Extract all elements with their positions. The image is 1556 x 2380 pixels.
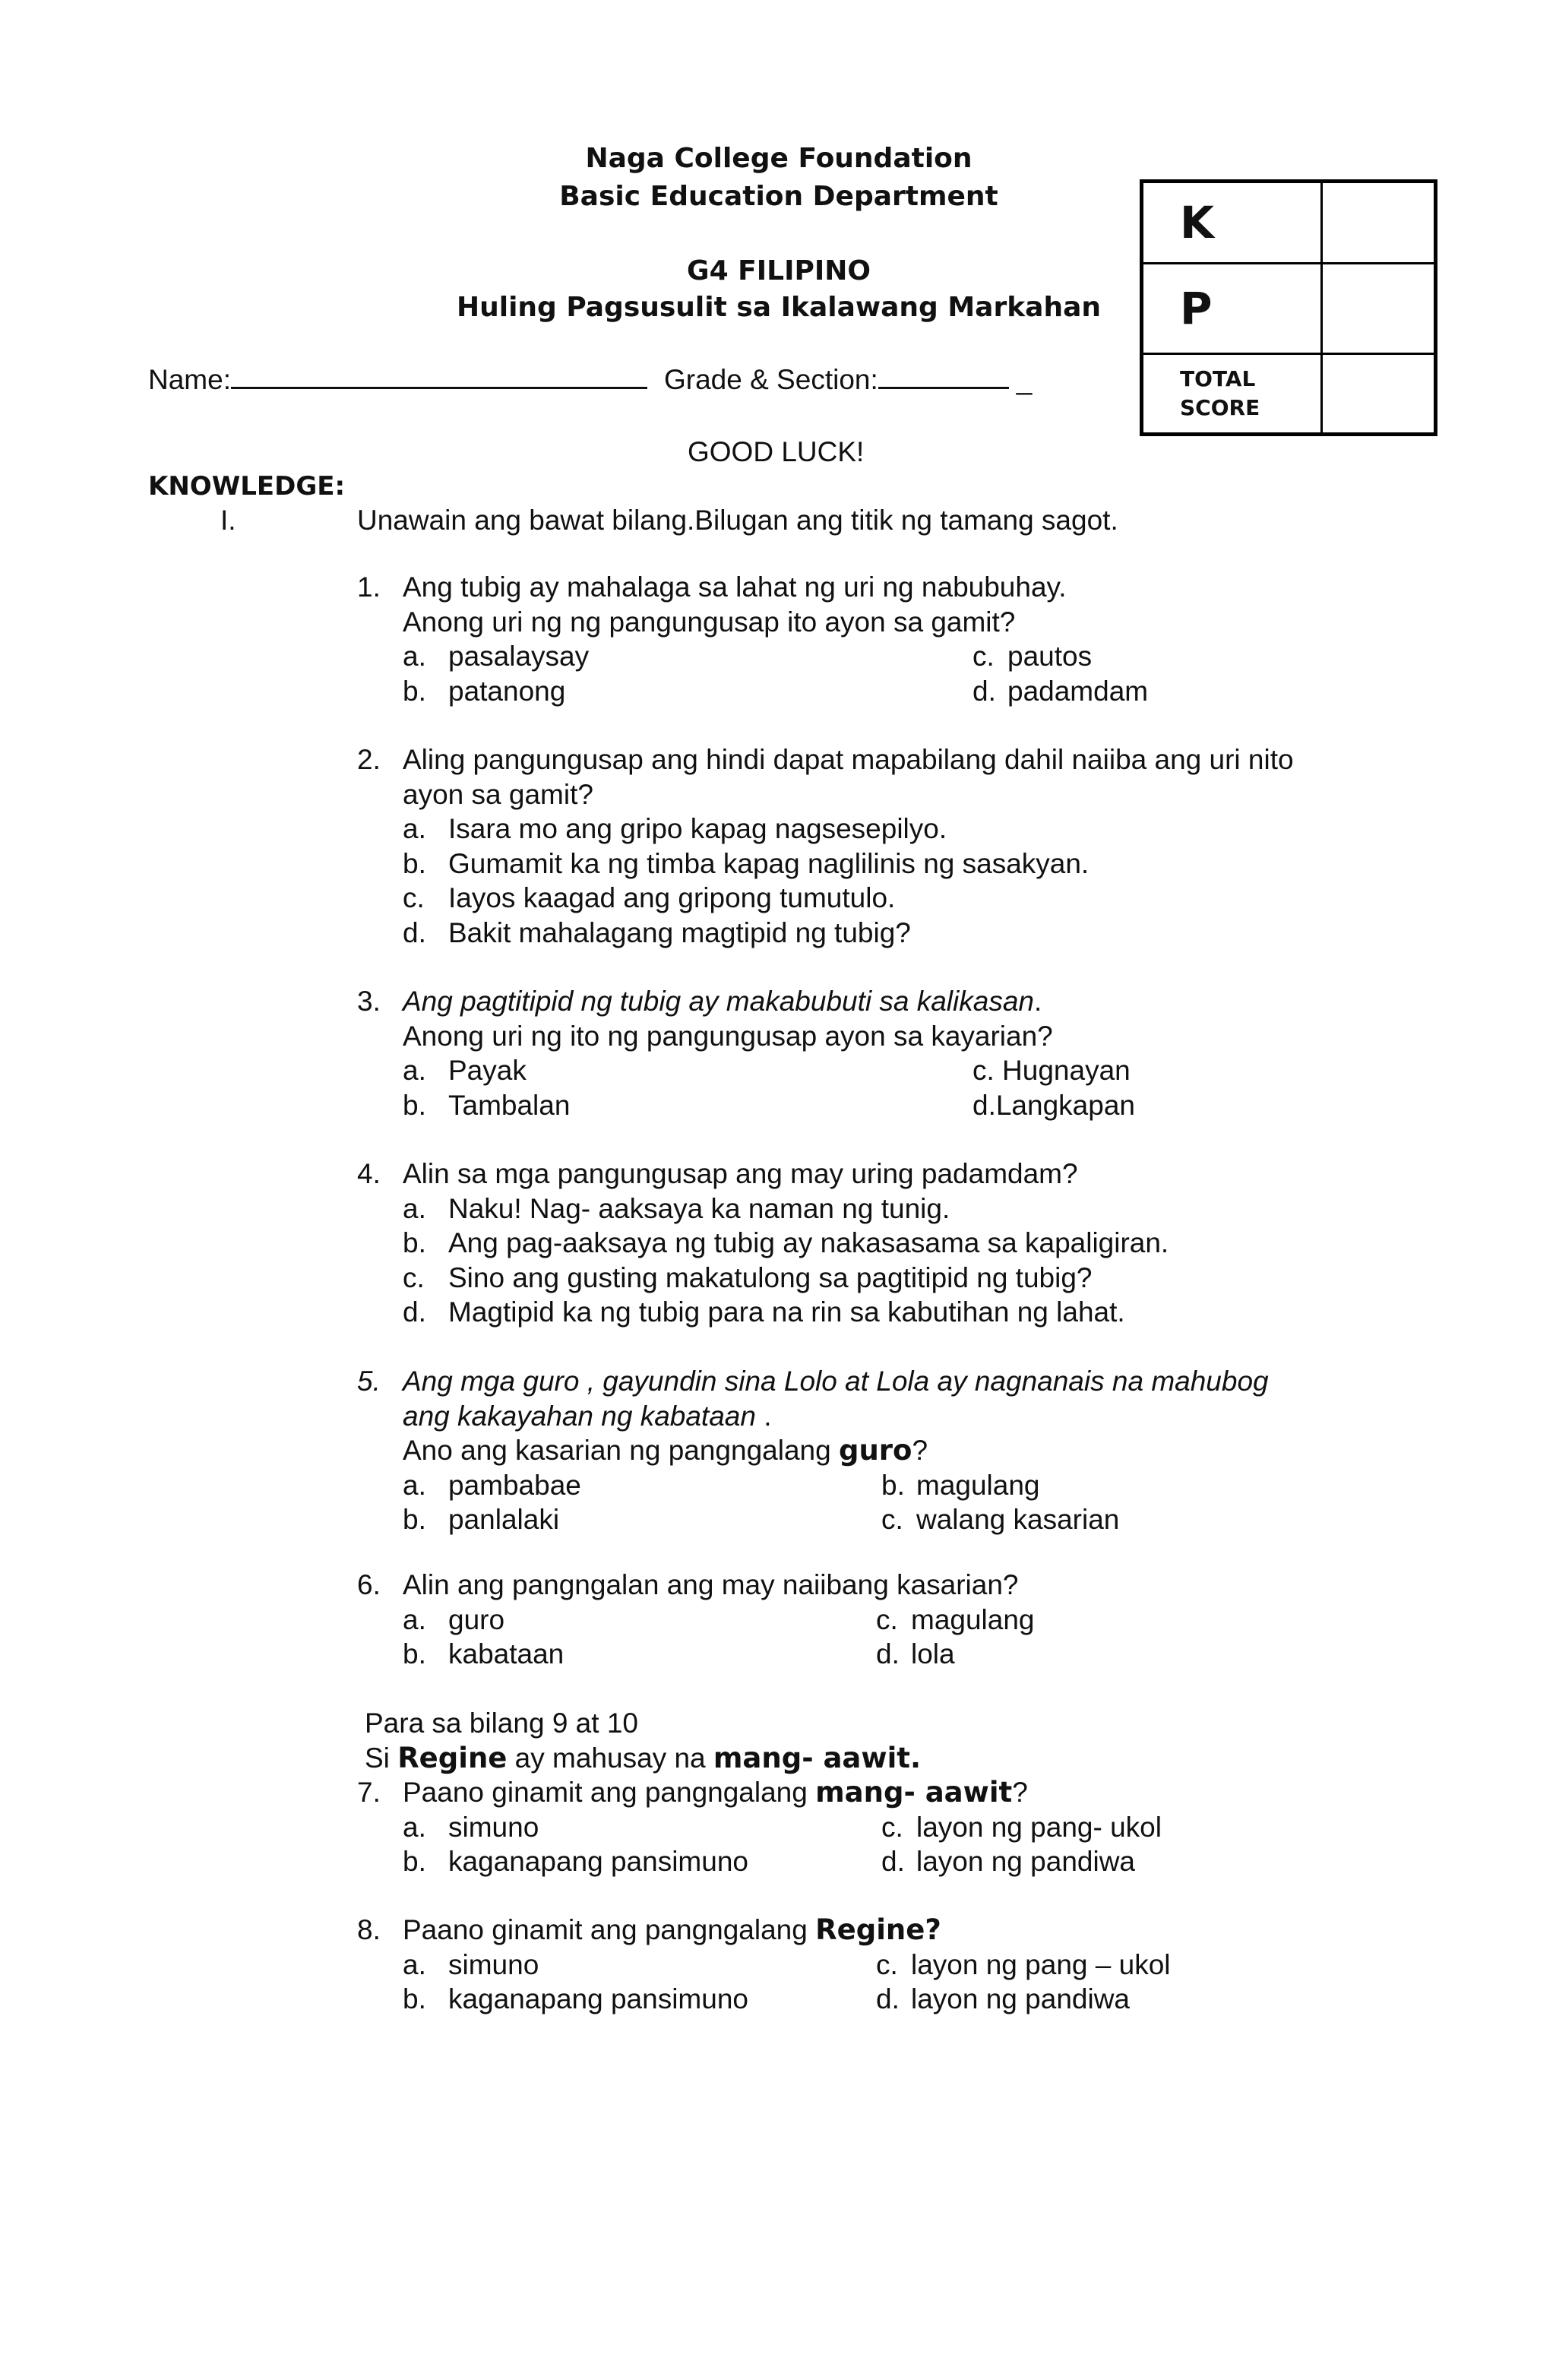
option-letter: a. [403, 1811, 426, 1843]
question-number: 1. [357, 571, 381, 603]
option-letter: c. [881, 1811, 903, 1843]
question-text-end: . [755, 1400, 772, 1432]
keyword-regine: Regine [397, 1741, 508, 1774]
score-row-k [1142, 182, 1436, 264]
option-letter: b. [403, 847, 426, 879]
option-letter: b. [881, 1469, 905, 1501]
total-label-line1: TOTAL [1180, 366, 1256, 392]
option-d[interactable]: lola [911, 1638, 955, 1669]
option-letter: d. [403, 1296, 426, 1328]
question-text: Paano ginamit ang pangngalang [403, 1777, 816, 1808]
option-b[interactable]: kaganapang pansimuno [448, 1846, 748, 1877]
option-letter: a. [403, 1055, 426, 1086]
grade-section-field[interactable] [878, 364, 1009, 389]
grade-section-suffix: _ [1016, 364, 1033, 395]
option-d[interactable]: d.Langkapan [972, 1089, 1135, 1121]
option-letter: b. [403, 1227, 426, 1258]
question-text: Paano ginamit ang pangngalang [403, 1914, 816, 1945]
option-a[interactable]: pambabae [448, 1469, 581, 1501]
option-letter: b. [403, 1846, 426, 1877]
option-letter: c. [972, 641, 995, 672]
option-c[interactable]: pautos [1007, 641, 1093, 672]
score-table [1140, 179, 1437, 436]
option-letter: c. [876, 1603, 898, 1635]
option-letter: b. [403, 1089, 426, 1121]
option-a[interactable]: simuno [448, 1948, 539, 1980]
option-b[interactable]: Gumamit ka ng timba kapag naglilinis ng sasakyan. [448, 847, 1090, 879]
question-2 [357, 742, 1436, 950]
keyword-mang-aawit: mang- aawit [815, 1776, 1013, 1809]
option-a[interactable]: guro [448, 1603, 505, 1635]
option-letter: d. [972, 675, 996, 707]
keyword-mang-aawit: mang- aawit. [713, 1741, 922, 1774]
section-title: KNOWLEDGE: [148, 471, 346, 502]
question-text: Ang mga guro , gayundin sina Lolo at Lola ay nagnanais na mahubog [403, 1366, 1269, 1397]
passage-text: Si [365, 1742, 398, 1774]
question-1 [357, 570, 1436, 708]
option-letter: a. [403, 641, 426, 672]
question-number: 2. [357, 744, 381, 775]
option-c[interactable]: magulang [911, 1603, 1035, 1635]
question-text: Anong uri ng ito ng pangungusap ayon sa kayarian? [403, 1020, 1053, 1052]
option-letter: c. [881, 1504, 903, 1535]
option-b[interactable]: panlalaki [448, 1504, 560, 1535]
option-b[interactable]: Ang pag-aaksaya ng tubig ay nakasasama sa kapaligiran. [448, 1227, 1169, 1258]
option-letter: a. [403, 1948, 426, 1980]
question-number: 7. [357, 1777, 381, 1808]
option-c[interactable]: Iayos kaagad ang gripong tumutulo. [448, 882, 896, 913]
question-text: Alin ang pangngalan ang may naiibang kasarian? [403, 1569, 1019, 1600]
question-number: 5. [357, 1366, 381, 1397]
option-letter: c. [403, 882, 425, 913]
score-cell-k[interactable] [1322, 182, 1436, 264]
option-letter: c. [403, 1261, 425, 1293]
option-b[interactable]: patanong [448, 675, 566, 707]
option-letter: b. [403, 1504, 426, 1535]
question-text: Ang tubig ay mahalaga sa lahat ng uri ng nabubuhay. [403, 571, 1067, 603]
question-8 [357, 1913, 1436, 2017]
score-label-k: K [1142, 182, 1322, 264]
question-text: Ano ang kasarian ng pangngalang [403, 1435, 839, 1466]
option-d[interactable]: Magtipid ka ng tubig para na rin sa kabutihan ng lahat. [448, 1296, 1125, 1328]
score-label-p: P [1142, 263, 1322, 354]
score-row-total [1142, 354, 1436, 435]
option-letter: d. [403, 916, 426, 948]
option-letter: d. [876, 1638, 900, 1669]
section-roman-number: I. [220, 505, 236, 536]
option-b-right[interactable]: magulang [916, 1469, 1040, 1501]
question-text: Ang pagtitipid ng tubig ay makabubuti sa kalikasan [403, 986, 1034, 1017]
option-c[interactable]: layon ng pang – ukol [911, 1948, 1171, 1980]
passage-text: ay mahusay na [507, 1742, 713, 1774]
name-field[interactable] [231, 364, 647, 389]
option-letter: a. [403, 813, 426, 844]
keyword-guro: guro [838, 1434, 912, 1467]
section-instruction: Unawain ang bawat bilang.Bilugan ang titik ng tamang sagot. [357, 505, 1118, 536]
total-label-line2: SCORE [1180, 395, 1260, 421]
question-7 [357, 1706, 1436, 1879]
option-d[interactable]: padamdam [1007, 675, 1149, 707]
option-b[interactable]: kaganapang pansimuno [448, 1983, 748, 2014]
grade-section-label: Grade & Section: [663, 364, 878, 395]
option-d[interactable]: layon ng pandiwa [911, 1983, 1130, 2014]
subject-title: G4 FILIPINO [687, 255, 871, 286]
question-text: Aling pangungusap ang hindi dapat mapabilang dahil naiiba ang uri nito [403, 744, 1294, 775]
exam-title: Huling Pagsusulit sa Ikalawang Markahan [456, 292, 1102, 323]
option-letter: a. [403, 1192, 426, 1224]
option-a[interactable]: Payak [448, 1055, 527, 1086]
option-letter: d. [876, 1983, 900, 2014]
option-letter: d. [881, 1846, 905, 1877]
keyword-regine: Regine? [815, 1913, 941, 1946]
option-c[interactable]: walang kasarian [916, 1504, 1120, 1535]
question-text-end: . [1033, 986, 1042, 1017]
question-text: Alin sa mga pangungusap ang may uring padamdam? [403, 1158, 1078, 1189]
question-number: 6. [357, 1569, 381, 1600]
score-label-total [1142, 354, 1322, 435]
question-number: 4. [357, 1158, 381, 1189]
student-info-row [148, 362, 1032, 397]
question-number: 8. [357, 1914, 381, 1945]
school-name: Naga College Foundation [585, 143, 972, 174]
good-luck-text: GOOD LUCK! [688, 436, 865, 467]
score-row-p [1142, 263, 1436, 354]
passage-intro: Para sa bilang 9 at 10 [365, 1707, 638, 1739]
option-a[interactable]: Naku! Nag- aaksaya ka naman ng tunig. [448, 1192, 950, 1224]
name-label: Name: [148, 364, 231, 395]
score-cell-total[interactable] [1322, 354, 1436, 435]
option-d[interactable]: Bakit mahalagang magtipid ng tubig? [448, 916, 911, 948]
option-c[interactable]: c. Hugnayan [972, 1055, 1131, 1086]
question-3 [357, 984, 1436, 1122]
option-b[interactable]: Tambalan [448, 1089, 571, 1121]
score-cell-p[interactable] [1322, 263, 1436, 354]
option-d[interactable]: layon ng pandiwa [916, 1846, 1135, 1877]
option-letter: a. [403, 1603, 426, 1635]
option-a[interactable]: Isara mo ang gripo kapag nagsesepilyo. [448, 813, 947, 844]
option-c[interactable]: Sino ang gusting makatulong sa pagtitipid ng tubig? [448, 1261, 1093, 1293]
question-6 [357, 1568, 1436, 1672]
option-b[interactable]: kabataan [448, 1638, 565, 1669]
question-mark: ? [912, 1435, 928, 1466]
option-a[interactable]: simuno [448, 1811, 539, 1843]
question-text: ang kakayahan ng kabataan [403, 1400, 756, 1432]
question-mark: ? [1012, 1777, 1028, 1808]
question-text: ayon sa gamit? [403, 778, 593, 810]
department-name: Basic Education Department [559, 181, 998, 212]
option-letter: b. [403, 1983, 426, 2014]
option-a[interactable]: pasalaysay [448, 641, 590, 672]
question-5 [357, 1364, 1436, 1537]
question-number: 3. [357, 986, 381, 1017]
option-letter: b. [403, 1638, 426, 1669]
question-text: Anong uri ng ng pangungusap ito ayon sa gamit? [403, 606, 1016, 638]
option-letter: b. [403, 675, 426, 707]
question-4 [357, 1157, 1436, 1330]
option-letter: a. [403, 1469, 426, 1501]
option-c[interactable]: layon ng pang- ukol [916, 1811, 1162, 1843]
option-letter: c. [876, 1948, 898, 1980]
